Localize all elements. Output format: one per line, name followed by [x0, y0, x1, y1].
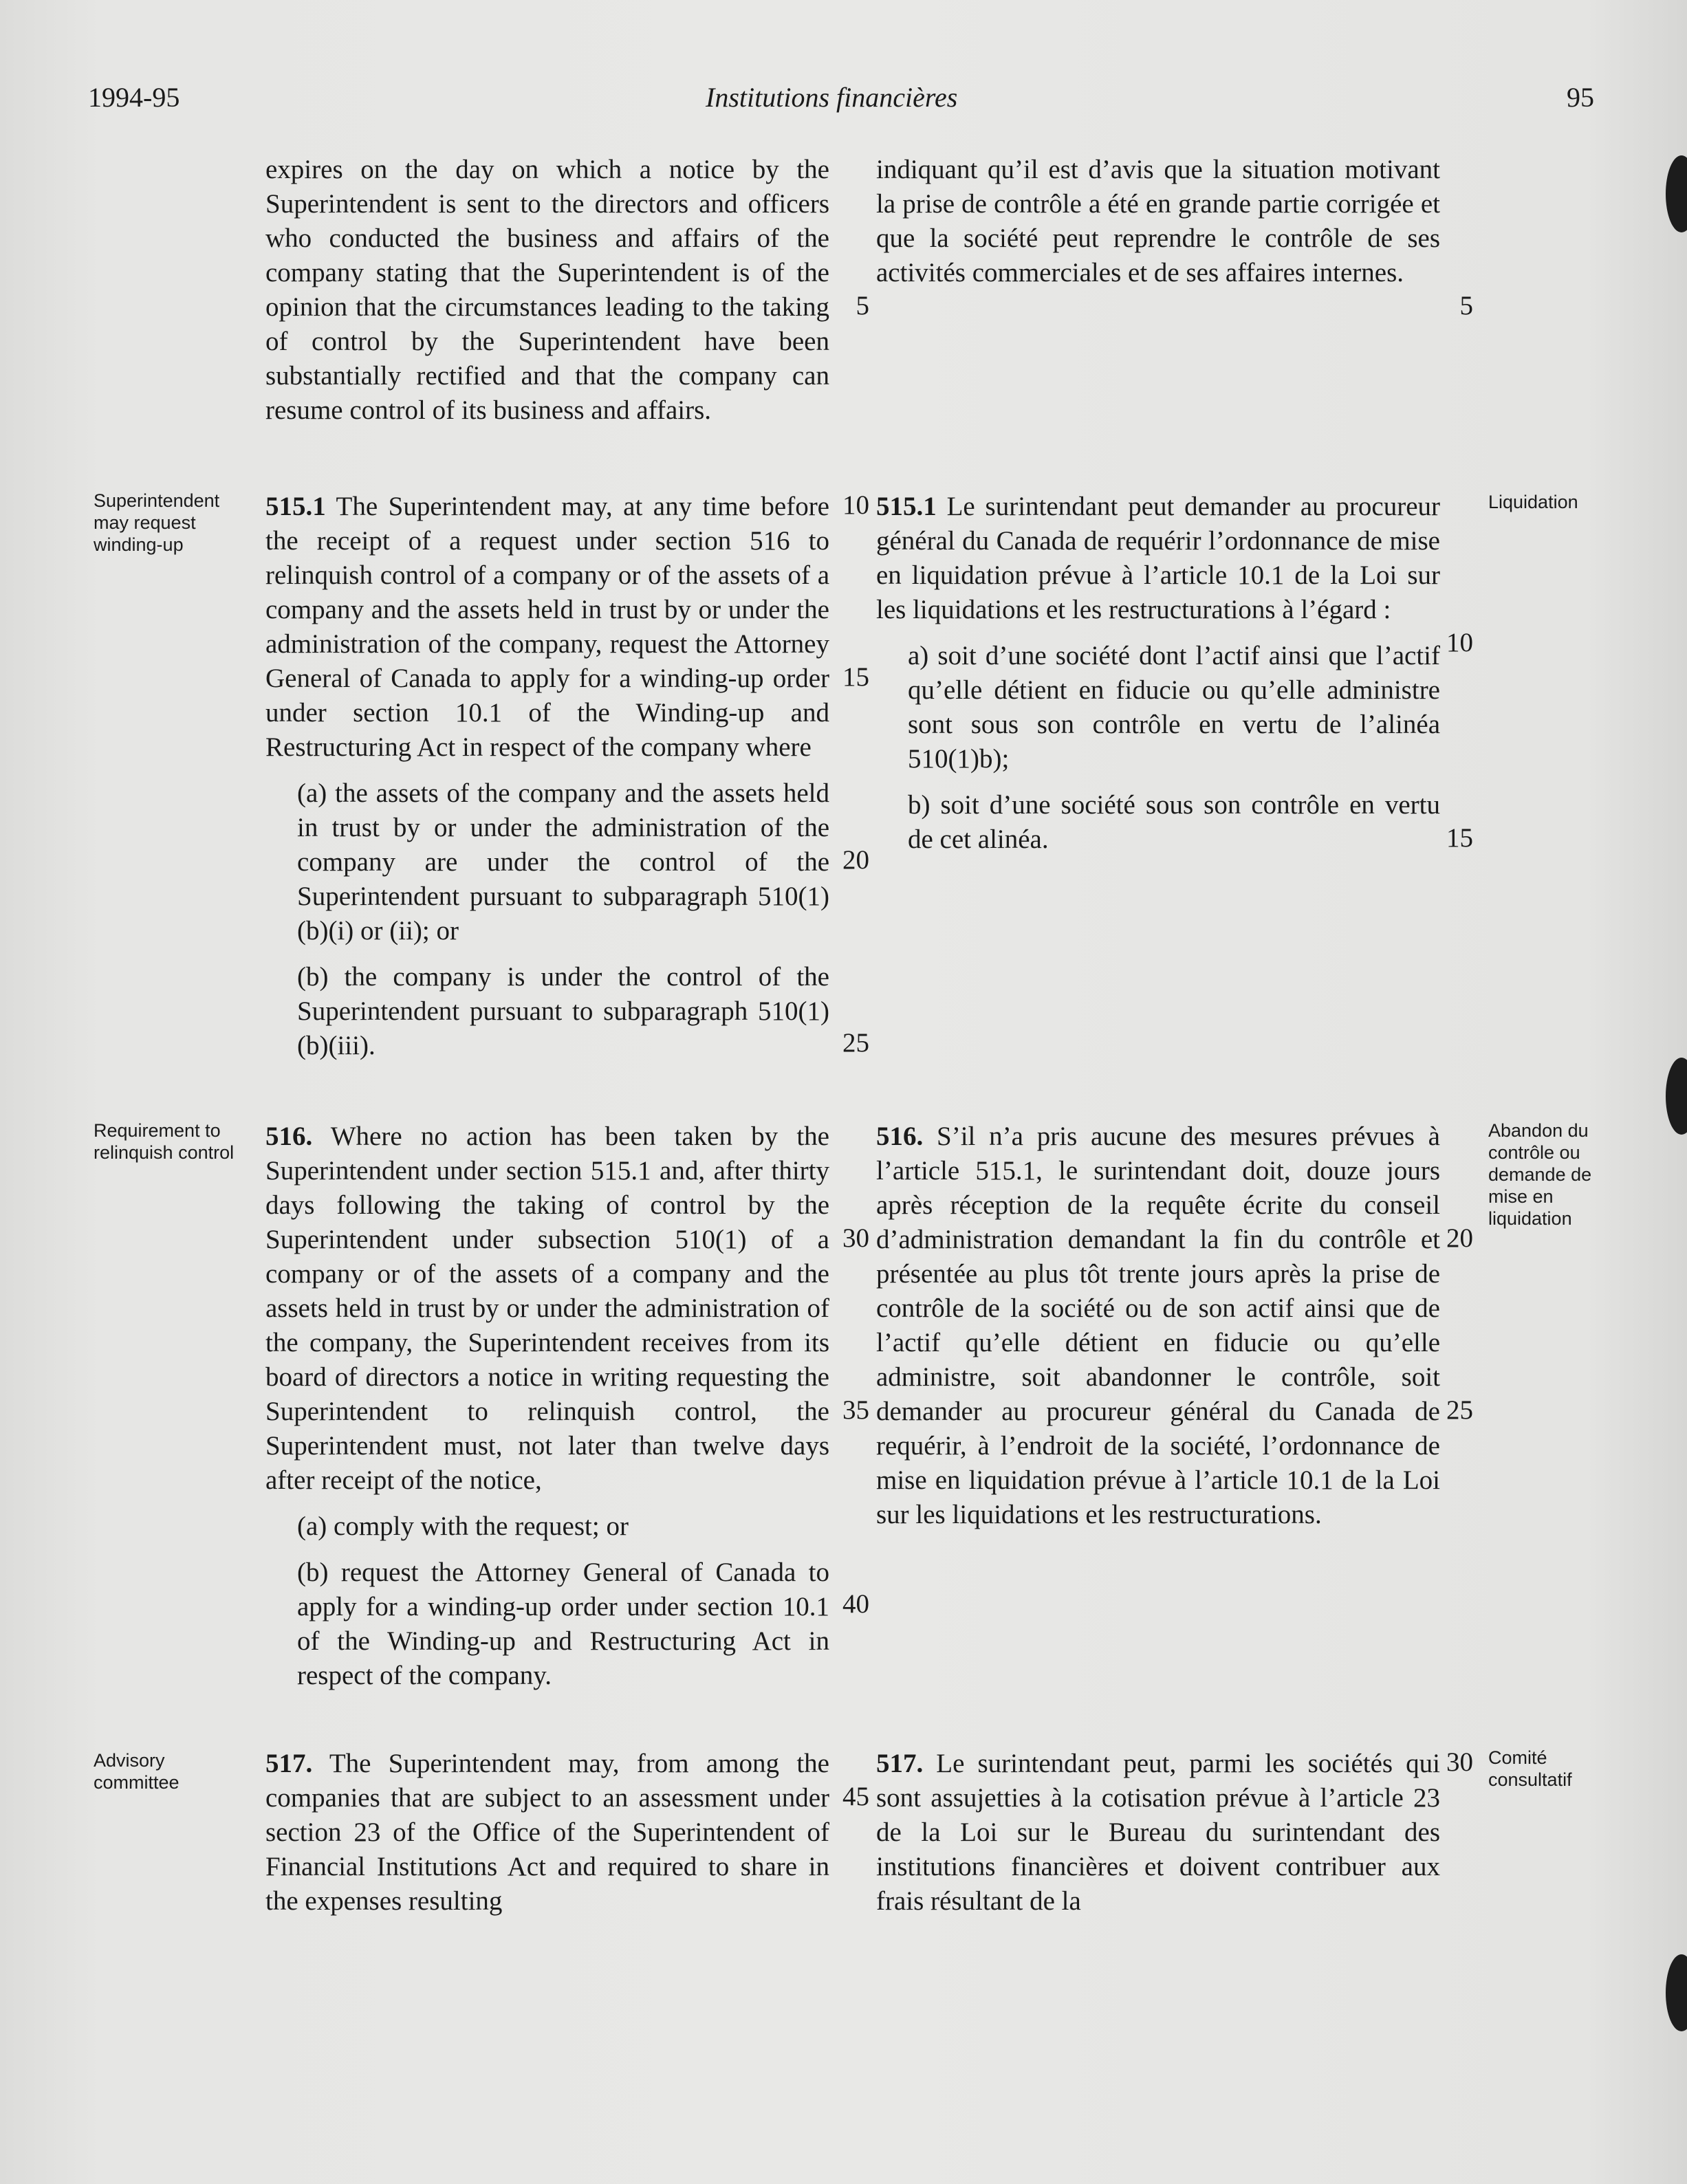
french-column — [876, 153, 1440, 302]
section-body — [876, 490, 1440, 627]
margin-note-right — [1488, 491, 1626, 513]
section-paragraph — [876, 490, 1440, 627]
paragraph-b — [265, 1555, 829, 1693]
english-section-516 — [265, 1120, 829, 1705]
margin-note-left — [94, 490, 238, 556]
margin-note-right — [1488, 1747, 1591, 1791]
section-paragraph — [265, 490, 829, 765]
section-text: Where no action has been taken by the Superintendent under section 515.1 and, after thirty days following the taking of control by the Superintendent under subsection 510(1) of a company or of the assets of a company and the assets held in trust by or under the administration of the company, the Superintendent receives from its board of directors a notice in writing requesting the Superintendent to relinquish control, the Superintendent must, not later than twelve days after receipt of the notice, — [265, 1122, 829, 1495]
line-number: 25 — [842, 1028, 869, 1058]
paragraph-a-text: (a) comply with the request; or — [297, 1511, 629, 1541]
line-number: 30 — [1446, 1747, 1473, 1777]
binder-hole — [1666, 155, 1687, 232]
margin-note-text: Abandon du contrôle ou demande de mise en liquidation — [1488, 1120, 1592, 1229]
line-number: 35 — [842, 1395, 869, 1425]
section-paragraph — [876, 1120, 1440, 1532]
paragraph-a-text: a) soit d’une société dont l’actif ainsi que l’actif qu’elle détient en fiducie ou qu’elle administre sont sous son contrôle en vertu de l’alinéa 510(1)b); — [908, 641, 1440, 774]
margin-note-text: Advisory committee — [94, 1750, 179, 1793]
margin-note-text: Superintendent may request winding-up — [94, 490, 220, 555]
paragraph-a-text: (a) the assets of the company and the assets held in trust by or under the administration of the company are under the control of the Superintendent pursuant to subparagraph 510(1)(b)(i) or (ii); or — [297, 778, 829, 946]
paragraph-a — [265, 1509, 829, 1544]
line-number: 5 — [1459, 291, 1473, 320]
line-number: 15 — [842, 662, 869, 692]
section-number: 515.1 — [876, 492, 937, 521]
english-column — [265, 153, 829, 439]
line-number: 15 — [1446, 823, 1473, 853]
margin-note-text: Comité consultatif — [1488, 1747, 1572, 1790]
section-number: 515.1 — [265, 492, 326, 521]
binder-hole — [1666, 1058, 1687, 1135]
english-section-517 — [265, 1747, 829, 1930]
paragraph-a — [876, 639, 1440, 776]
line-number: 20 — [1446, 1223, 1473, 1253]
section-number: 517. — [876, 1749, 924, 1778]
section-number: 516. — [876, 1122, 924, 1151]
margin-note-text: Requirement to relinquish control — [94, 1120, 235, 1163]
paragraph-b-text: (b) request the Attorney General of Canada to apply for a winding-up order under section 10.1 of the Winding-up and Restructuring Act in respect of the company. — [297, 1558, 829, 1690]
line-number: 25 — [1446, 1395, 1473, 1425]
section-paragraph — [265, 1747, 829, 1919]
line-number: 5 — [856, 291, 869, 320]
header-title: Institutions financières — [706, 82, 958, 113]
margin-note-text: Liquidation — [1488, 492, 1578, 512]
paragraph-b — [265, 960, 829, 1063]
section-body — [265, 1747, 829, 1919]
section-body — [265, 1120, 829, 1498]
french-continuation-paragraph — [876, 153, 1440, 290]
header-page-number: 95 — [1567, 82, 1594, 113]
line-number: 45 — [842, 1782, 869, 1811]
header-year: 1994-95 — [88, 82, 180, 113]
paragraph-b-text: (b) the company is under the control of the Superintendent pursuant to subparagraph 510(1)(b)(iii). — [297, 962, 829, 1060]
section-body — [876, 1747, 1440, 1919]
french-section-516 — [876, 1120, 1440, 1544]
section-paragraph — [265, 1120, 829, 1498]
section-text: Le surintendant peut demander au procureur général du Canada de requérir l’ordonnance de mise en liquidation prévue à l’article 10.1 de la Loi sur les liquidations et les restructurations à l’égard : — [876, 492, 1440, 624]
line-number: 10 — [842, 490, 869, 520]
margin-note-left — [94, 1749, 238, 1793]
margin-note-right — [1488, 1120, 1619, 1230]
section-text: The Superintendent may, at any time before the receipt of a request under section 516 to relinquish control of a company or of the assets of a company and the assets held in trust by or under the administration of the company, request the Attorney General of Canada to apply for a winding-up order under section 10.1 of the Winding-up and Restructuring Act in respect of the company where — [265, 492, 829, 762]
margin-note-left — [94, 1120, 238, 1164]
paragraph-a — [265, 776, 829, 948]
section-text: The Superintendent may, from among the companies that are subject to an assessment under section 23 of the Office of the Superintendent of Financial Institutions Act and required to share in the expenses resulting — [265, 1749, 829, 1916]
section-number: 517. — [265, 1749, 313, 1778]
paragraph-b-text: b) soit d’une société sous son contrôle en vertu de cet alinéa. — [908, 790, 1440, 854]
section-body — [876, 1120, 1440, 1532]
paragraph-b — [876, 788, 1440, 857]
english-section-515-1 — [265, 490, 829, 1075]
english-paragraph-text: expires on the day on which a notice by the Superintendent is sent to the directors and officers who conducted the business and affairs of the company stating that the Superintendent is of the opinion that the circumstances leading to the taking of control by the Superintendent have been substantially rectified and that the company can resume control of its business and affairs. — [265, 155, 829, 425]
section-text: S’il n’a pris aucune des mesures prévues à l’article 515.1, le surintendant doit, douze jours après réception de la requête écrite du conseil d’administration demandant la fin du contrôle et présentée au plus tôt trente jours après la prise de contrôle de la société ou de son actif ainsi que de l’actif qu’elle détient en fiducie ou qu’elle administre, soit abandonner le contrôle, soit demander au procureur général du Canada de requérir, à l’endroit de la société, l’ordonnance de mise en liquidation prévue à l’article 10.1 de la Loi sur les liquidations et les restructurations. — [876, 1122, 1440, 1529]
section-text: Le surintendant peut, parmi les sociétés qui sont assujetties à la cotisation prévue à l’article 23 de la Loi sur le Bureau du surintendant des institutions financières et doivent contribuer aux frais résultant de la — [876, 1749, 1440, 1916]
line-number: 30 — [842, 1223, 869, 1253]
french-paragraph-text: indiquant qu’il est d’avis que la situation motivant la prise de contrôle a été en grande partie corrigée et que la société peut reprendre le contrôle de ses activités commerciales et de ses affaires internes. — [876, 155, 1440, 287]
section-number: 516. — [265, 1122, 313, 1151]
binder-hole — [1666, 1954, 1687, 2031]
line-number: 10 — [1446, 628, 1473, 657]
section-paragraph — [876, 1747, 1440, 1919]
french-section-517 — [876, 1747, 1440, 1930]
line-number: 40 — [842, 1589, 869, 1619]
french-section-515-1 — [876, 490, 1440, 869]
section-body — [265, 490, 829, 765]
line-number: 20 — [842, 845, 869, 875]
english-continuation-paragraph — [265, 153, 829, 428]
